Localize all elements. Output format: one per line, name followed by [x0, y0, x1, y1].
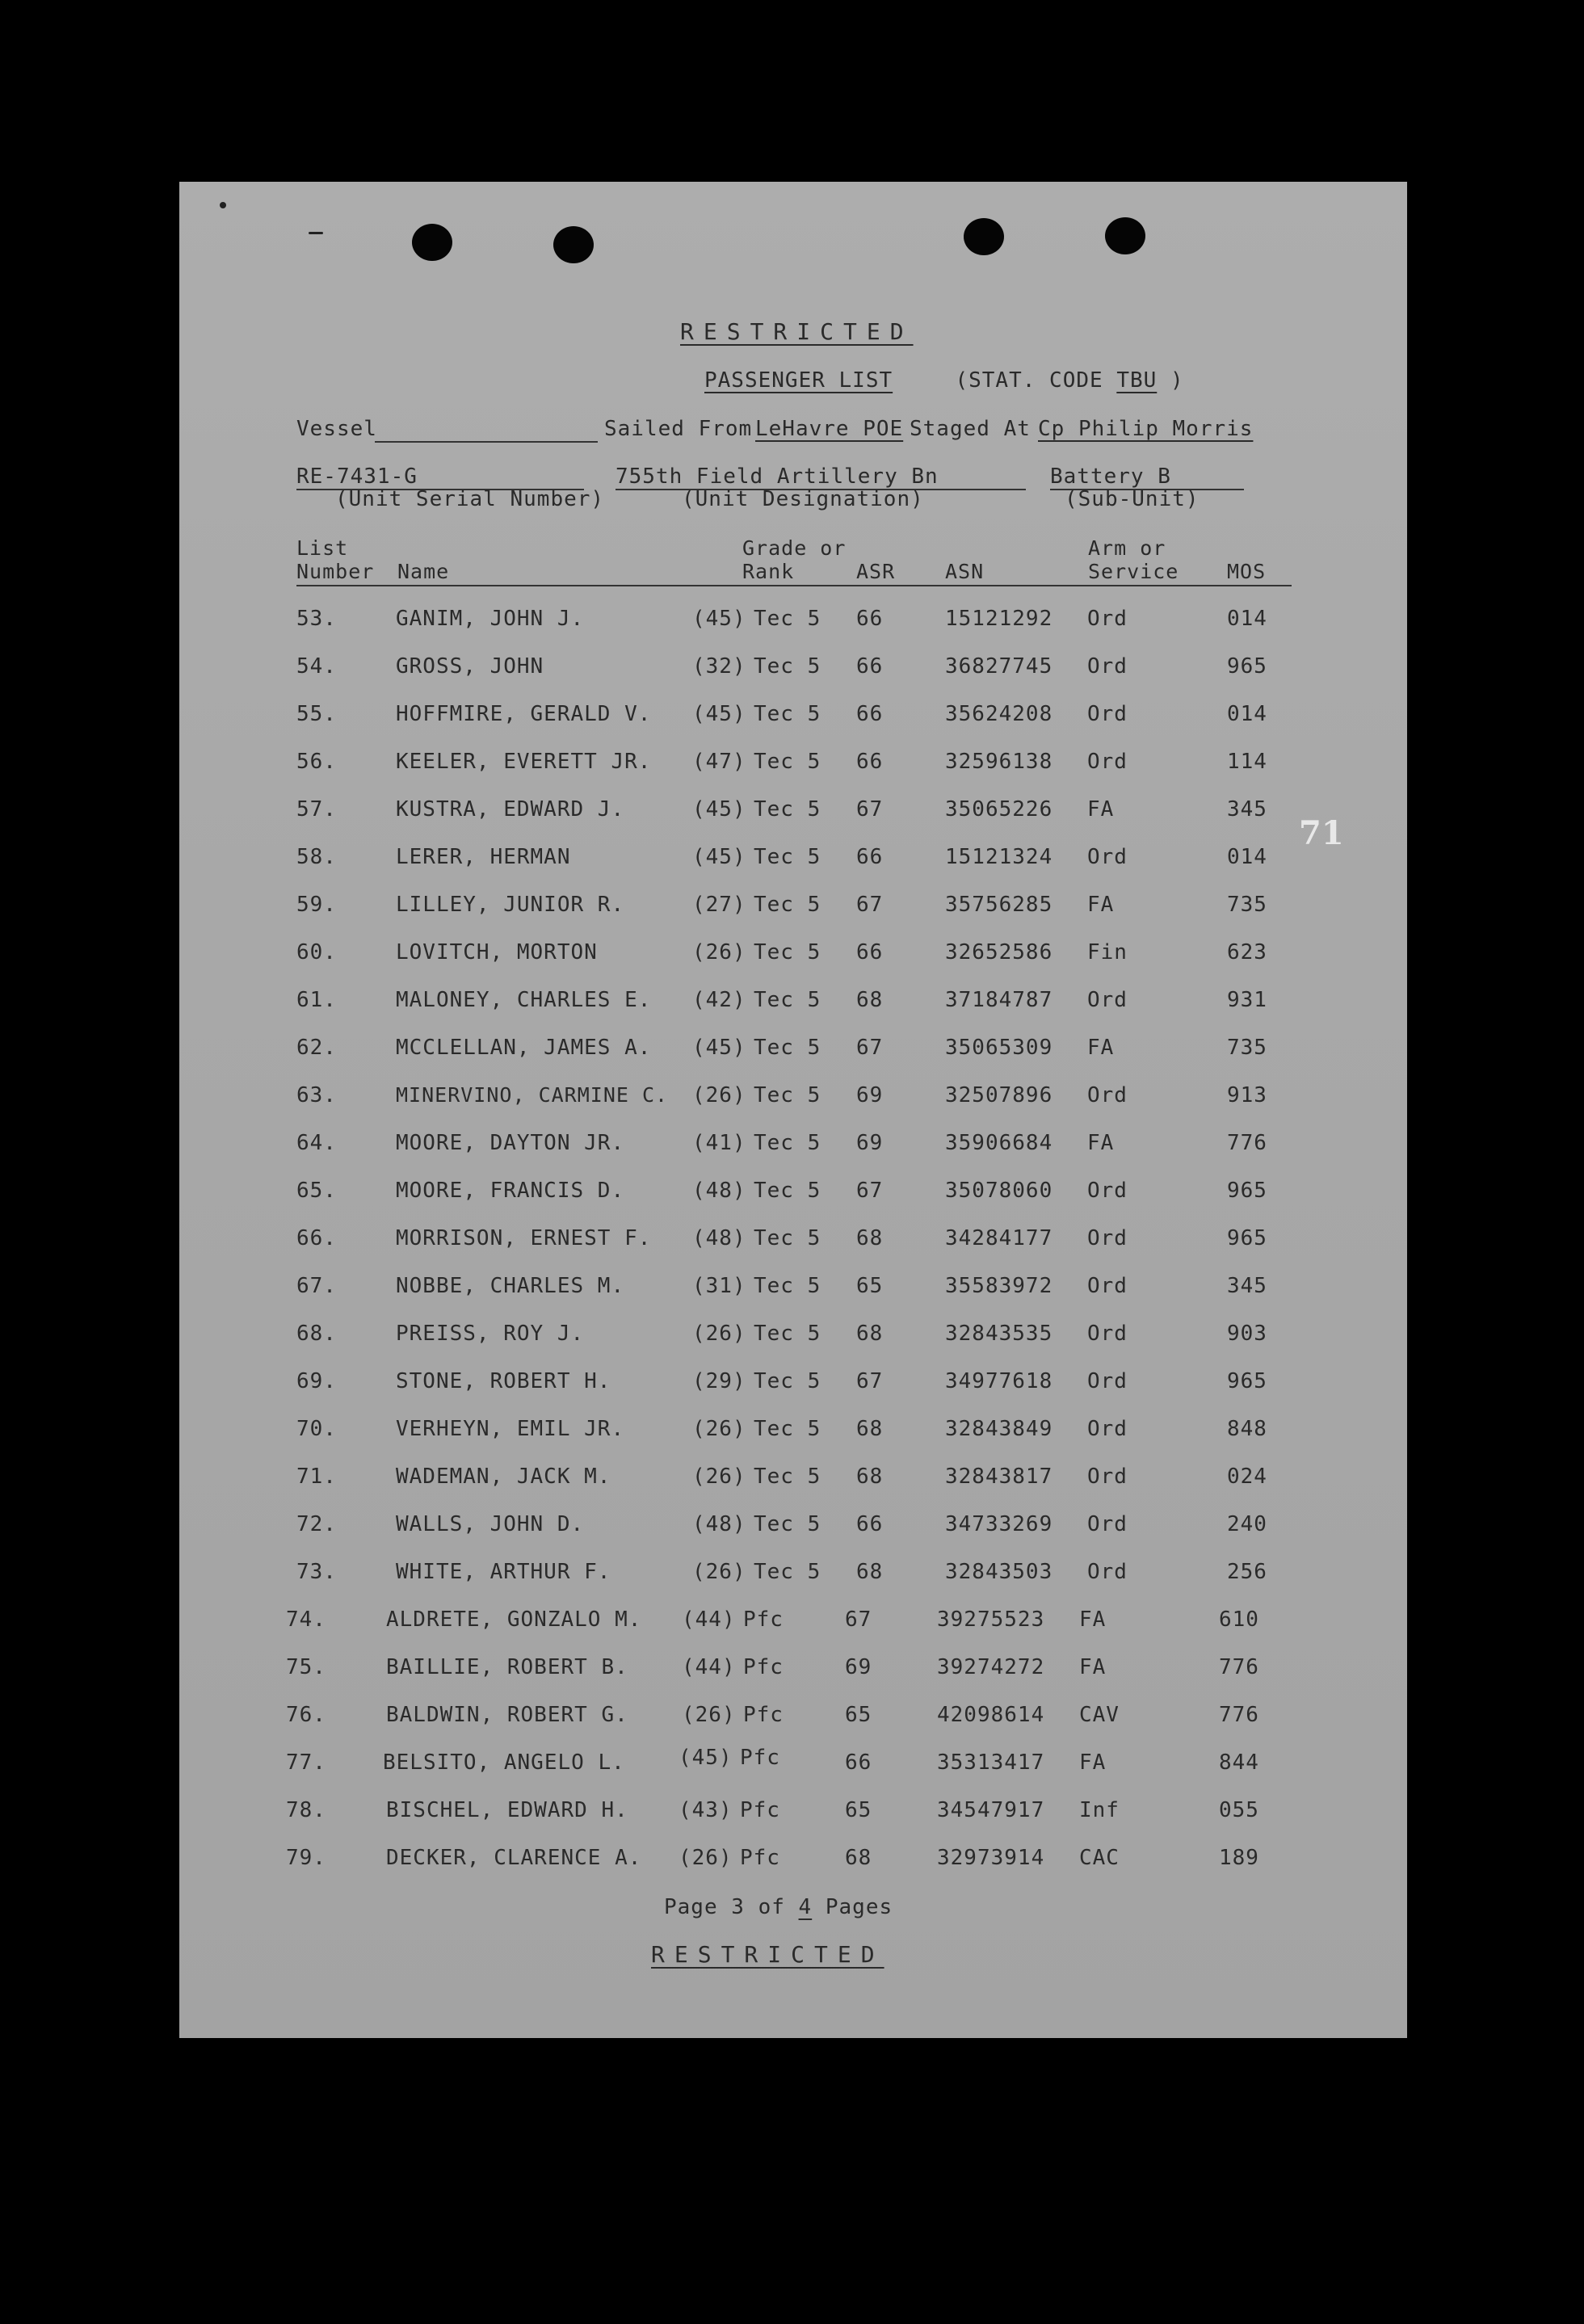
row-age: (45)	[692, 845, 746, 869]
row-asr: 68	[845, 1846, 872, 1870]
row-arm: Ord	[1087, 702, 1128, 726]
col-arm	[1088, 537, 1179, 584]
sailed-from-value: LeHavre POE	[755, 417, 904, 441]
row-number: 56.	[296, 750, 337, 774]
row-mos: 931	[1227, 988, 1267, 1012]
ink-speck	[309, 232, 323, 234]
row-asr: 69	[845, 1655, 872, 1679]
row-name: VERHEYN, EMIL JR.	[396, 1417, 625, 1441]
row-arm: FA	[1087, 1131, 1115, 1155]
table-row	[179, 1657, 1407, 1689]
row-age: (45)	[692, 1036, 746, 1060]
row-asr: 66	[856, 845, 884, 869]
row-rank: Tec 5	[754, 893, 821, 917]
col-grade-line2: Rank	[742, 559, 795, 583]
row-age: (26)	[692, 940, 746, 964]
row-asr: 68	[856, 1417, 884, 1441]
row-rank: Tec 5	[754, 1369, 821, 1393]
row-arm: Ord	[1087, 845, 1128, 869]
sub-unit: Battery B	[1050, 464, 1171, 489]
row-number: 54.	[296, 654, 337, 679]
row-mos: 256	[1227, 1560, 1267, 1584]
row-asr: 68	[856, 1560, 884, 1584]
row-name: WHITE, ARTHUR F.	[396, 1560, 611, 1584]
col-name	[397, 561, 449, 584]
table-row	[179, 799, 1407, 831]
row-mos: 345	[1227, 1274, 1267, 1298]
row-number: 58.	[296, 845, 337, 869]
row-asn: 35906684	[945, 1131, 1053, 1155]
row-mos: 189	[1219, 1846, 1259, 1870]
row-mos: 965	[1227, 654, 1267, 679]
row-mos: 345	[1227, 797, 1267, 822]
row-rank: Pfc	[743, 1655, 784, 1679]
row-number: 60.	[296, 940, 337, 964]
row-mos: 965	[1227, 1226, 1267, 1250]
page-indicator-prefix: Page 3 of	[664, 1895, 785, 1919]
row-age: (47)	[692, 750, 746, 774]
row-rank: Tec 5	[754, 607, 821, 631]
row-number: 79.	[286, 1846, 326, 1870]
col-grade	[742, 537, 846, 584]
punch-hole	[553, 226, 594, 263]
row-number: 61.	[296, 988, 337, 1012]
row-name: WALLS, JOHN D.	[396, 1512, 585, 1536]
page-title: PASSENGER LIST	[704, 368, 893, 393]
row-name: BALDWIN, ROBERT G.	[386, 1703, 628, 1727]
row-rank: Pfc	[740, 1846, 780, 1870]
row-number: 69.	[296, 1369, 337, 1393]
row-number: 76.	[286, 1703, 326, 1727]
row-age: (48)	[692, 1226, 746, 1250]
row-mos: 776	[1219, 1703, 1259, 1727]
row-rank: Pfc	[740, 1798, 780, 1822]
row-arm: Ord	[1087, 1083, 1128, 1107]
row-name: NOBBE, CHARLES M.	[396, 1274, 625, 1298]
row-arm: Ord	[1087, 1512, 1128, 1536]
col-name-label: Name	[397, 560, 450, 583]
restricted-top: RESTRICTED	[680, 318, 914, 345]
row-name: BISCHEL, EDWARD H.	[386, 1798, 628, 1822]
row-number: 66.	[296, 1226, 337, 1250]
row-age: (26)	[679, 1846, 733, 1870]
row-asn: 34547917	[937, 1798, 1045, 1822]
table-row	[179, 1704, 1407, 1737]
row-name: MINERVINO, CARMINE C.	[396, 1083, 669, 1107]
table-row	[179, 1133, 1407, 1165]
row-age: (26)	[692, 1465, 746, 1489]
row-asn: 35078060	[945, 1179, 1053, 1203]
row-name: MCCLELLAN, JAMES A.	[396, 1036, 652, 1060]
row-age: (27)	[692, 893, 746, 917]
row-arm: Ord	[1087, 988, 1128, 1012]
table-row	[179, 1514, 1407, 1546]
row-asr: 66	[856, 702, 884, 726]
table-row	[179, 751, 1407, 784]
row-number: 67.	[296, 1274, 337, 1298]
row-number: 64.	[296, 1131, 337, 1155]
vessel-label: Vessel	[296, 417, 377, 441]
row-number: 65.	[296, 1179, 337, 1203]
row-asr: 67	[856, 1036, 884, 1060]
row-mos: 114	[1227, 750, 1267, 774]
row-name: KUSTRA, EDWARD J.	[396, 797, 625, 822]
row-arm: Ord	[1087, 1322, 1128, 1346]
row-asn: 35583972	[945, 1274, 1053, 1298]
row-name: STONE, ROBERT H.	[396, 1369, 611, 1393]
row-age: (41)	[692, 1131, 746, 1155]
unit-designation-caption: (Unit Designation)	[682, 487, 924, 511]
row-asn: 32843849	[945, 1417, 1053, 1441]
table-row	[179, 1561, 1407, 1594]
row-asr: 68	[856, 1322, 884, 1346]
row-asr: 69	[856, 1083, 884, 1107]
row-asn: 35065309	[945, 1036, 1053, 1060]
row-mos: 965	[1227, 1179, 1267, 1203]
row-asn: 35313417	[937, 1750, 1045, 1775]
row-age: (26)	[692, 1560, 746, 1584]
row-arm: Ord	[1087, 1369, 1128, 1393]
document-page	[179, 182, 1407, 2038]
table-row	[179, 894, 1407, 927]
row-mos: 848	[1227, 1417, 1267, 1441]
row-arm: Ord	[1087, 1226, 1128, 1250]
table-row	[179, 1418, 1407, 1451]
row-mos: 055	[1219, 1798, 1259, 1822]
sailed-from-label: Sailed From	[604, 417, 753, 441]
row-asn: 32843817	[945, 1465, 1053, 1489]
col-asr-label: ASR	[856, 560, 896, 583]
row-number: 57.	[296, 797, 337, 822]
row-mos: 623	[1227, 940, 1267, 964]
staged-at-label: Staged At	[910, 417, 1031, 441]
row-age: (48)	[692, 1179, 746, 1203]
row-rank: Tec 5	[754, 1036, 821, 1060]
row-asn: 35756285	[945, 893, 1053, 917]
page-indicator-suffix: Pages	[825, 1895, 893, 1919]
row-rank: Tec 5	[754, 702, 821, 726]
row-name: MOORE, FRANCIS D.	[396, 1179, 625, 1203]
table-row	[179, 608, 1407, 641]
col-mos-label: MOS	[1227, 560, 1267, 583]
row-asr: 66	[856, 750, 884, 774]
row-age: (29)	[692, 1369, 746, 1393]
row-asr: 67	[856, 797, 884, 822]
row-name: BAILLIE, ROBERT B.	[386, 1655, 628, 1679]
row-asr: 66	[856, 654, 884, 679]
row-asr: 66	[856, 607, 884, 631]
row-age: (44)	[682, 1607, 736, 1632]
row-arm: CAV	[1079, 1703, 1120, 1727]
row-rank: Tec 5	[754, 654, 821, 679]
staged-at-value: Cp Philip Morris	[1038, 417, 1254, 441]
row-mos: 735	[1227, 893, 1267, 917]
row-arm: Ord	[1087, 750, 1128, 774]
page-indicator-total: 4	[798, 1895, 813, 1919]
row-arm: Fin	[1087, 940, 1128, 964]
row-name: KEELER, EVERETT JR.	[396, 750, 652, 774]
row-name: MOORE, DAYTON JR.	[396, 1131, 625, 1155]
row-mos: 240	[1227, 1512, 1267, 1536]
row-asn: 34977618	[945, 1369, 1053, 1393]
row-rank: Tec 5	[754, 1465, 821, 1489]
table-row	[179, 990, 1407, 1022]
row-mos: 024	[1227, 1465, 1267, 1489]
row-asn: 32596138	[945, 750, 1053, 774]
table-row	[179, 1466, 1407, 1498]
row-rank: Tec 5	[754, 1417, 821, 1441]
table-row	[179, 1180, 1407, 1212]
row-rank: Tec 5	[754, 1131, 821, 1155]
row-asn: 32973914	[937, 1846, 1045, 1870]
table-row	[179, 847, 1407, 879]
row-name: HOFFMIRE, GERALD V.	[396, 702, 652, 726]
unit-serial-caption: (Unit Serial Number)	[335, 487, 605, 511]
col-asr	[856, 561, 895, 584]
unit-serial-number: RE-7431-G	[296, 464, 418, 489]
row-rank: Tec 5	[754, 1322, 821, 1346]
table-row	[179, 656, 1407, 688]
page-indicator	[664, 1897, 893, 1918]
vessel-blank	[375, 441, 598, 443]
row-asr: 66	[845, 1750, 872, 1775]
row-rank: Pfc	[740, 1746, 780, 1770]
row-age: (43)	[679, 1798, 733, 1822]
row-mos: 776	[1227, 1131, 1267, 1155]
table-row	[179, 1275, 1407, 1308]
punch-hole	[412, 224, 452, 261]
row-number: 75.	[286, 1655, 326, 1679]
row-rank: Tec 5	[754, 1083, 821, 1107]
row-asr: 67	[856, 1179, 884, 1203]
row-rank: Tec 5	[754, 1226, 821, 1250]
row-asn: 34733269	[945, 1512, 1053, 1536]
row-number: 72.	[296, 1512, 337, 1536]
row-name: LOVITCH, MORTON	[396, 940, 598, 964]
row-asn: 32507896	[945, 1083, 1053, 1107]
row-number: 55.	[296, 702, 337, 726]
row-name: DECKER, CLARENCE A.	[386, 1846, 642, 1870]
row-mos: 903	[1227, 1322, 1267, 1346]
col-arm-line2: Service	[1088, 559, 1179, 583]
row-rank: Tec 5	[754, 845, 821, 869]
row-name: LILLEY, JUNIOR R.	[396, 893, 625, 917]
sub-unit-caption: (Sub-Unit)	[1065, 487, 1200, 511]
row-asr: 66	[856, 940, 884, 964]
table-row	[179, 1323, 1407, 1355]
stat-code-label: (STAT. CODE	[955, 368, 1103, 393]
row-arm: FA	[1079, 1750, 1107, 1775]
row-arm: FA	[1079, 1655, 1107, 1679]
table-row	[179, 1609, 1407, 1641]
row-age: (32)	[692, 654, 746, 679]
row-name: ALDRETE, GONZALO M.	[386, 1607, 642, 1632]
row-rank: Pfc	[743, 1703, 784, 1727]
row-age: (26)	[692, 1322, 746, 1346]
row-arm: FA	[1087, 797, 1115, 822]
row-age: (42)	[692, 988, 746, 1012]
row-arm: Ord	[1087, 1179, 1128, 1203]
row-asn: 37184787	[945, 988, 1053, 1012]
row-asn: 32843503	[945, 1560, 1053, 1584]
row-age: (26)	[692, 1083, 746, 1107]
row-rank: Tec 5	[754, 988, 821, 1012]
row-name: BELSITO, ANGELO L.	[383, 1750, 625, 1775]
row-mos: 014	[1227, 607, 1267, 631]
row-asr: 67	[856, 893, 884, 917]
row-name: MORRISON, ERNEST F.	[396, 1226, 652, 1250]
row-number: 74.	[286, 1607, 326, 1632]
row-arm: Ord	[1087, 1560, 1128, 1584]
row-name: LERER, HERMAN	[396, 845, 571, 869]
row-arm: Ord	[1087, 1274, 1128, 1298]
row-age: (26)	[692, 1417, 746, 1441]
row-age: (31)	[692, 1274, 746, 1298]
punch-hole	[964, 218, 1004, 255]
restricted-bottom: RESTRICTED	[651, 1941, 884, 1968]
row-name: GROSS, JOHN	[396, 654, 544, 679]
row-name: GANIM, JOHN J.	[396, 607, 585, 631]
row-rank: Tec 5	[754, 750, 821, 774]
row-mos: 014	[1227, 845, 1267, 869]
row-mos: 014	[1227, 702, 1267, 726]
table-row	[179, 1800, 1407, 1832]
row-name: WADEMAN, JACK M.	[396, 1465, 611, 1489]
row-number: 63.	[296, 1083, 337, 1107]
row-asn: 15121292	[945, 607, 1053, 631]
table-row	[179, 1847, 1407, 1880]
row-asn: 42098614	[937, 1703, 1045, 1727]
row-rank: Tec 5	[754, 1274, 821, 1298]
header-rule	[296, 585, 1292, 586]
row-asn: 34284177	[945, 1226, 1053, 1250]
row-asr: 66	[856, 1512, 884, 1536]
row-asr: 65	[856, 1274, 884, 1298]
row-arm: FA	[1087, 893, 1115, 917]
col-arm-line1: Arm or	[1088, 536, 1166, 560]
table-row	[179, 704, 1407, 736]
row-age: (26)	[682, 1703, 736, 1727]
row-age: (48)	[692, 1512, 746, 1536]
row-mos: 913	[1227, 1083, 1267, 1107]
row-asr: 67	[845, 1607, 872, 1632]
row-number: 77.	[286, 1750, 326, 1775]
row-arm: Ord	[1087, 1465, 1128, 1489]
table-row	[179, 1228, 1407, 1260]
row-number: 78.	[286, 1798, 326, 1822]
row-rank: Tec 5	[754, 1560, 821, 1584]
row-age: (45)	[692, 797, 746, 822]
row-age: (44)	[682, 1655, 736, 1679]
stat-code-value: TBU	[1116, 368, 1158, 393]
row-arm: Inf	[1079, 1798, 1120, 1822]
row-arm: Ord	[1087, 1417, 1128, 1441]
margin-note: 71	[1299, 814, 1344, 852]
table-row	[179, 1085, 1407, 1117]
row-age: (45)	[692, 702, 746, 726]
ink-speck	[220, 202, 226, 208]
row-rank: Tec 5	[754, 1179, 821, 1203]
title-line	[704, 370, 1184, 391]
stat-code-close: )	[1170, 368, 1184, 393]
row-asn: 39274272	[937, 1655, 1045, 1679]
row-number: 68.	[296, 1322, 337, 1346]
row-number: 53.	[296, 607, 337, 631]
unit-designation: 755th Field Artillery Bn	[616, 464, 939, 489]
row-asn: 39275523	[937, 1607, 1045, 1632]
col-list-number	[296, 537, 374, 584]
row-rank: Tec 5	[754, 797, 821, 822]
row-asn: 35624208	[945, 702, 1053, 726]
row-name: MALONEY, CHARLES E.	[396, 988, 652, 1012]
row-asr: 67	[856, 1369, 884, 1393]
row-asn: 15121324	[945, 845, 1053, 869]
row-rank: Pfc	[743, 1607, 784, 1632]
table-row	[179, 1371, 1407, 1403]
col-list-number-line1: List	[296, 536, 349, 560]
row-asr: 65	[845, 1703, 872, 1727]
row-age: (45)	[679, 1746, 733, 1770]
row-number: 62.	[296, 1036, 337, 1060]
row-asr: 68	[856, 988, 884, 1012]
row-asr: 68	[856, 1465, 884, 1489]
row-asn: 36827745	[945, 654, 1053, 679]
row-arm: FA	[1079, 1607, 1107, 1632]
punch-hole	[1105, 217, 1145, 254]
col-asn-label: ASN	[945, 560, 985, 583]
row-arm: CAC	[1079, 1846, 1120, 1870]
row-asn: 35065226	[945, 797, 1053, 822]
row-number: 73.	[296, 1560, 337, 1584]
row-arm: FA	[1087, 1036, 1115, 1060]
row-name: PREISS, ROY J.	[396, 1322, 585, 1346]
table-row	[179, 1746, 1407, 1784]
row-mos: 735	[1227, 1036, 1267, 1060]
row-rank: Tec 5	[754, 1512, 821, 1536]
row-rank: Tec 5	[754, 940, 821, 964]
table-row	[179, 1037, 1407, 1070]
row-asr: 65	[845, 1798, 872, 1822]
row-age: (45)	[692, 607, 746, 631]
row-mos: 844	[1219, 1750, 1259, 1775]
col-grade-line1: Grade or	[742, 536, 847, 560]
row-mos: 776	[1219, 1655, 1259, 1679]
col-asn	[945, 561, 984, 584]
row-asn: 32652586	[945, 940, 1053, 964]
col-list-number-line2: Number	[296, 559, 375, 583]
row-mos: 965	[1227, 1369, 1267, 1393]
row-asn: 32843535	[945, 1322, 1053, 1346]
row-arm: Ord	[1087, 607, 1128, 631]
row-asr: 68	[856, 1226, 884, 1250]
col-mos	[1227, 561, 1266, 584]
row-asr: 69	[856, 1131, 884, 1155]
row-mos: 610	[1219, 1607, 1259, 1632]
row-number: 71.	[296, 1465, 337, 1489]
row-number: 70.	[296, 1417, 337, 1441]
row-arm: Ord	[1087, 654, 1128, 679]
table-row	[179, 942, 1407, 974]
row-number: 59.	[296, 893, 337, 917]
